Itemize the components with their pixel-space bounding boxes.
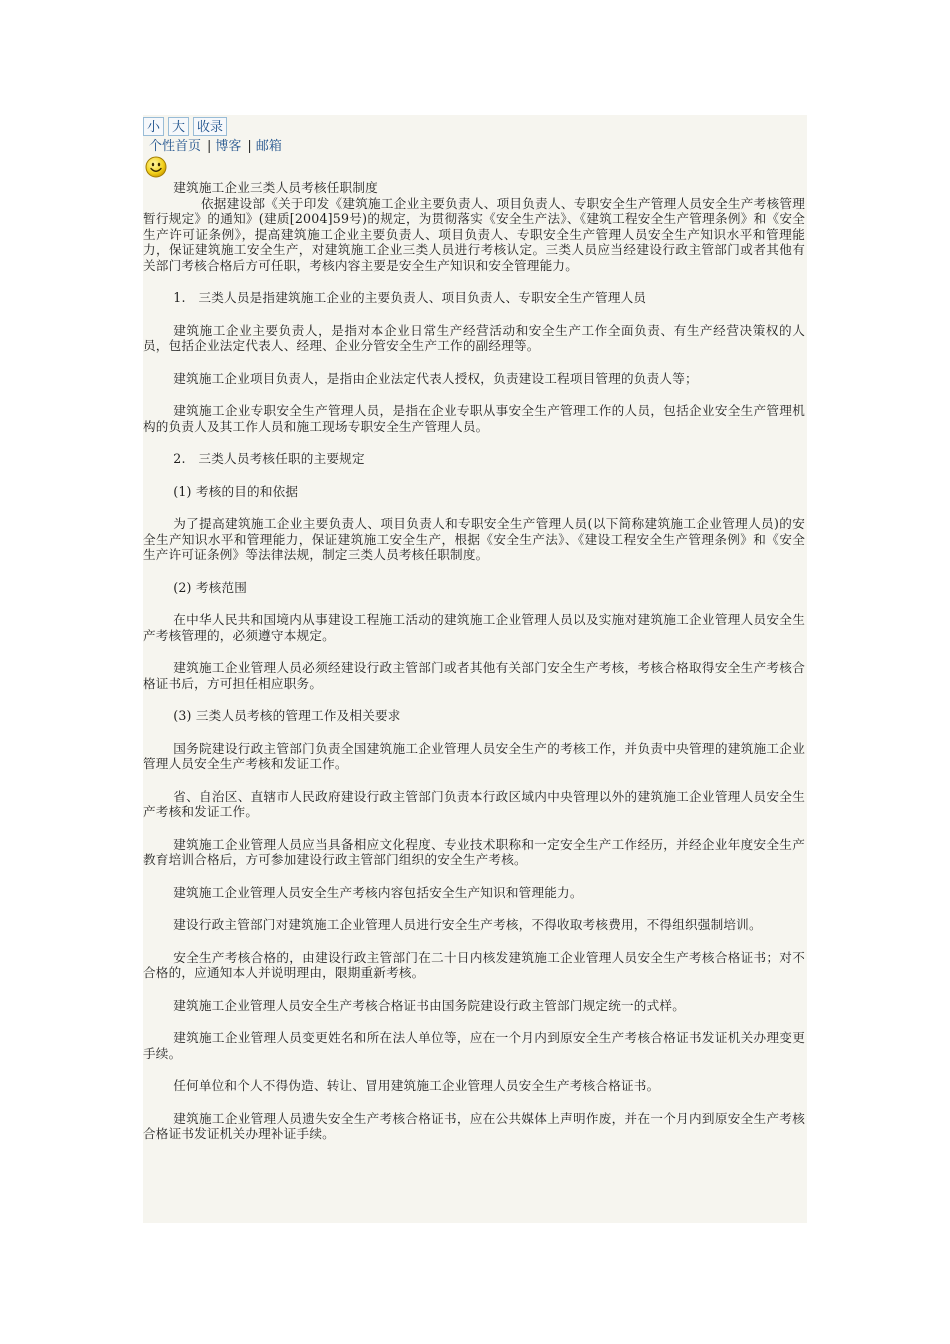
paragraph: 建筑施工企业管理人员必须经建设行政主管部门或者其他有关部门安全生产考核，考核合格取得安全生产考核合格证书后，方可担任相应职务。 [143,660,805,691]
section-heading: 1. 三类人员是指建筑施工企业的主要负责人、项目负责人、专职安全生产管理人员 [173,290,647,305]
paragraph: 安全生产考核合格的，由建设行政主管部门在二十日内核发建筑施工企业管理人员安全生产考核合格证书；对不合格的，应通知本人并说明理由，限期重新考核。 [143,949,805,980]
paragraph: 国务院建设行政主管部门负责全国建筑施工企业管理人员安全生产的考核工作，并负责中央管理的建筑施工企业管理人员安全生产考核和发证工作。 [143,740,805,771]
paragraph: 建设行政主管部门对建筑施工企业管理人员进行安全生产考核，不得收取考核费用，不得组织强制培训。 [173,917,762,932]
nav-blog-link[interactable]: 博客 [215,139,242,154]
paragraph: 省、自治区、直辖市人民政府建设行政主管部门负责本行政区域内中央管理以外的建筑施工企业管理人员安全生产考核和发证工作。 [143,788,805,819]
paragraph: 建筑施工企业项目负责人，是指由企业法定代表人授权，负责建设工程项目管理的负责人等； [173,370,698,386]
paragraph: 依据建设部《关于印发《建筑施工企业主要负责人、项目负责人、专职安全生产管理人员安全生产考核管理暂行规定》的通知》(建质[2004]59号)的规定，为贯彻落实《安全生产法》、《建筑工程安全生产管理条例》和《安全生产许可证条例》，提高建筑施工企业主要负责人、项目负责人、专职安全生产管理人员安全生产知识水平和管理能力，保证建筑施工安全生产，对建筑施工企业三类人员进行考核认定。三类人员应当经建设行政主管部门或者其他有关部门考核合格后方可任职，考核内容主要是安全生产知识和安全管理能力。 [143,195,805,273]
large-font-button[interactable]: 大 [168,117,189,136]
article-panel [143,115,807,1223]
subsection-heading: (1) 考核的目的和依据 [173,483,299,499]
smiley-icon [145,156,167,178]
article-title: 建筑施工企业三类人员考核任职制度 [173,180,378,195]
paragraph: 任何单位和个人不得伪造、转让、冒用建筑施工企业管理人员安全生产考核合格证书。 [173,1078,660,1093]
favorite-button[interactable]: 收录 [193,117,227,136]
article-body [143,180,805,1142]
paragraph: 建筑施工企业管理人员安全生产考核合格证书由国务院建设行政主管部门规定统一的式样。 [173,997,685,1013]
nav-mail-link[interactable]: 邮箱 [255,139,282,154]
paragraph: 建筑施工企业专职安全生产管理人员，是指在企业专职从事安全生产管理工作的人员，包括企业安全生产管理机构的负责人及其工作人员和施工现场专职安全生产管理人员。 [143,403,805,434]
nav-separator: | [247,139,252,154]
subsection-heading: (3) 三类人员考核的管理工作及相关要求 [173,708,401,723]
paragraph: 建筑施工企业管理人员遗失安全生产考核合格证书，应在公共媒体上声明作废，并在一个月内到原安全生产考核合格证书发证机关办理补证手续。 [143,1110,805,1141]
font-size-toolbar [143,117,227,136]
nav-separator: | [207,139,212,154]
paragraph: 在中华人民共和国境内从事建设工程施工活动的建筑施工企业管理人员以及实施对建筑施工企业管理人员安全生产考核管理的，必须遵守本规定。 [143,612,805,643]
nav-home-link[interactable]: 个性首页 [149,139,202,154]
paragraph: 为了提高建筑施工企业主要负责人、项目负责人和专职安全生产管理人员(以下简称建筑施工企业管理人员)的安全生产知识水平和管理能力，保证建筑施工安全生产，根据《安全生产法》、《建设工程安全生产管理条例》和《安全生产许可证条例》等法律法规，制定三类人员考核任职制度。 [143,516,805,562]
small-font-button[interactable]: 小 [143,117,164,136]
paragraph: 建筑施工企业管理人员应当具备相应文化程度、专业技术职称和一定安全生产工作经历，并经企业年度安全生产教育培训合格后，方可参加建设行政主管部门组织的安全生产考核。 [143,836,805,867]
paragraph: 建筑施工企业管理人员安全生产考核内容包括安全生产知识和管理能力。 [173,884,583,900]
subsection-heading: (2) 考核范围 [173,579,248,595]
paragraph: 建筑施工企业管理人员变更姓名和所在法人单位等，应在一个月内到原安全生产考核合格证书发证机关办理变更手续。 [143,1030,805,1061]
paragraph: 建筑施工企业主要负责人，是指对本企业日常生产经营活动和安全生产工作全面负责、有生产经营决策权的人员，包括企业法定代表人、经理、企业分管安全生产工作的副经理等。 [143,322,805,353]
section-heading: 2. 三类人员考核任职的主要规定 [173,451,365,466]
top-nav [149,138,282,155]
